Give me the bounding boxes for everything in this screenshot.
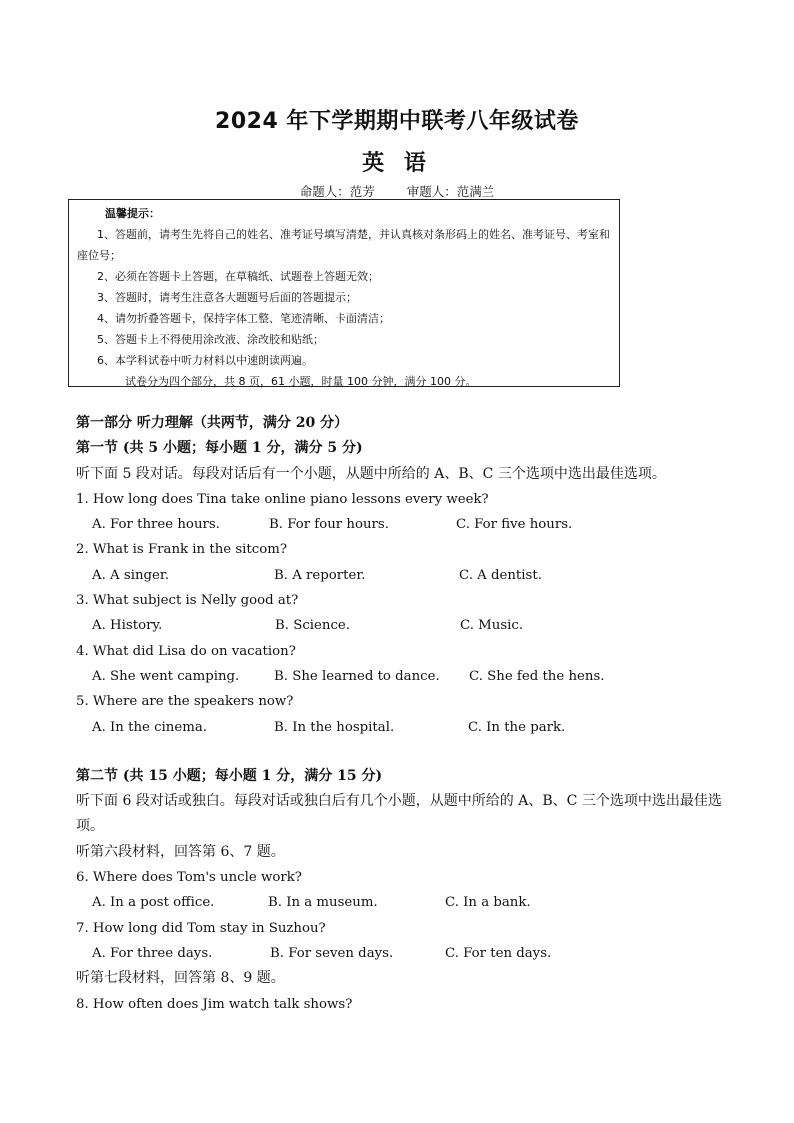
option-c: C. She fed the hens. (469, 668, 605, 684)
section1-heading: 第一节 (共 5 小题；每小题 1 分，满分 5 分) (76, 440, 363, 457)
option-b: B. In a museum. (268, 895, 378, 911)
notice-item: 4、请勿折叠答题卡，保持字体工整、笔迹清晰、卡面清洁； (97, 312, 390, 325)
section1-instruction: 听下面 5 段对话。每段对话后有一个小题，从题中所给的 A、B、C 三个选项中选出最佳选项。 (76, 465, 666, 482)
question-4: 4. What did Lisa do on vacation? (76, 643, 296, 659)
option-a: A. In the cinema. (92, 719, 207, 735)
option-b: B. A reporter. (274, 567, 366, 583)
material-6-heading: 听第六段材料，回答第 6、7 题。 (76, 843, 285, 860)
exam-content (76, 411, 736, 1017)
option-c: C. For ten days. (445, 945, 552, 961)
option-b: B. For seven days. (270, 945, 394, 961)
author: 命题人：范芳 (299, 184, 375, 199)
options-7 (76, 941, 736, 966)
notice-item: 2、必须在答题卡上答题，在草稿纸、试题卷上答题无效； (97, 270, 379, 283)
option-b: B. Science. (275, 618, 351, 634)
option-c: C. Music. (460, 618, 524, 634)
question-3: 3. What subject is Nelly good at? (76, 593, 299, 609)
option-a: A. For three days. (92, 945, 213, 961)
author-line (0, 182, 794, 200)
section2-instruction: 听下面 6 段对话或独白。每段对话或独白后有几个小题，从题中所给的 A、B、C 三个选项中选出最佳选项。 (76, 793, 722, 835)
question-5: 5. Where are the speakers now? (76, 694, 294, 710)
question-8: 8. How often does Jim watch talk shows? (76, 996, 353, 1012)
option-a: A. She went camping. (92, 668, 240, 684)
question-7: 7. How long did Tom stay in Suzhou? (76, 920, 326, 936)
option-a: A. For three hours. (92, 517, 220, 533)
option-a: A. In a post office. (92, 895, 215, 911)
options-4 (76, 664, 736, 689)
options-2 (76, 563, 736, 588)
notice-box (68, 199, 620, 387)
notice-item: 3、答题时，请考生注意各大题题号后面的答题提示； (97, 291, 357, 304)
option-a: A. A singer. (92, 567, 170, 583)
question-2: 2. What is Frank in the sitcom? (76, 542, 287, 558)
material-7-heading: 听第七段材料，回答第 8、9 题。 (76, 970, 285, 987)
notice-summary: 试卷分为四个部分，共 8 页，61 小题，时量 100 分钟，满分 100 分。 (125, 375, 477, 388)
subject-title: 英 语 (362, 151, 432, 176)
notice-title: 温馨提示： (105, 207, 160, 220)
reviewer: 审题人：范满兰 (406, 184, 495, 199)
section-gap (76, 740, 736, 764)
option-b: B. She learned to dance. (274, 668, 440, 684)
options-3 (76, 613, 736, 638)
option-c: C. In a bank. (445, 895, 531, 911)
question-6: 6. Where does Tom's uncle work? (76, 870, 302, 886)
option-b: B. In the hospital. (274, 719, 395, 735)
notice-item: 1、答题前，请考生先将自己的姓名、准考证号填写清楚，并认真核对条形码上的姓名、准考证号、考室和座位号； (77, 228, 610, 262)
question-1: 1. How long does Tina take online piano lessons every week? (76, 491, 489, 507)
option-c: C. A dentist. (459, 567, 542, 583)
option-c: C. In the park. (468, 719, 566, 735)
exam-title: 2024 年下学期期中联考八年级试卷 (215, 109, 579, 134)
options-1 (76, 512, 736, 537)
part1-heading: 第一部分 听力理解（共两节，满分 20 分） (76, 415, 349, 431)
option-c: C. For five hours. (456, 517, 573, 533)
notice-item: 5、答题卡上不得使用涂改液、涂改胶和贴纸； (97, 333, 324, 346)
option-a: A. History. (92, 618, 163, 634)
section2-heading: 第二节 (共 15 小题；每小题 1 分，满分 15 分) (76, 767, 383, 784)
option-b: B. For four hours. (269, 517, 389, 533)
options-5 (76, 715, 736, 740)
notice-item: 6、本学科试卷中听力材料以中速朗读两遍。 (97, 354, 313, 367)
options-6 (76, 890, 736, 915)
